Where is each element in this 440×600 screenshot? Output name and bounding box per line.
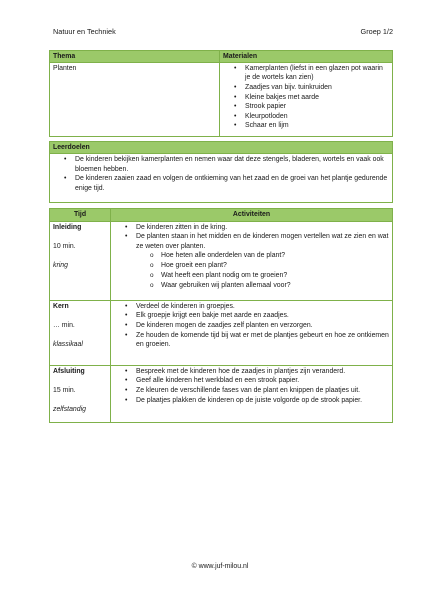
activity-item: • Ze kleuren de verschillende fases van de plant en knippen de plaatjes uit. (136, 386, 389, 395)
material-item: • Kamerplanten (liefst in een glazen pot waarin je de wortels kan zien) (245, 64, 389, 82)
material-item: • Kleurpotloden (245, 112, 389, 121)
goal-item: • De kinderen zaaien zaad en volgen de ontkieming van het zaad en de groei van het plantje gedurende enige tijd. (75, 174, 389, 192)
activity-item: • De kinderen zitten in de kring. (136, 223, 389, 232)
materials-list (223, 64, 389, 130)
goals-cell (50, 154, 393, 203)
phase-name: Inleiding (53, 223, 82, 231)
activity-cell (111, 300, 393, 365)
phase-row-inleiding (50, 221, 393, 300)
theme-value: Planten (50, 63, 220, 137)
time-header: Tijd (50, 209, 111, 221)
activity-cell (111, 221, 393, 300)
goal-item: • De kinderen bekijken kamerplanten en nemen waar dat deze stengels, bladeren, wortels en vaak ook bloemen hebben. (75, 155, 389, 173)
activity-cell (111, 365, 393, 422)
phase-cell (50, 221, 111, 300)
subject-title: Natuur en Techniek (53, 27, 116, 36)
theme-header: Thema (50, 51, 220, 63)
materials-header: Materialen (220, 51, 393, 63)
activity-item (136, 232, 389, 289)
question-item: o Waar gebruiken wij planten allemaal voor? (161, 281, 389, 290)
goals-table (49, 141, 393, 203)
group-label: Groep 1/2 (360, 27, 393, 36)
phase-cell (50, 365, 111, 422)
activity-item: • Geef alle kinderen het werkblad en een strook papier. (136, 376, 389, 385)
activity-list (114, 223, 389, 290)
material-item: • Schaar en lijm (245, 121, 389, 130)
material-item: • Zaadjes van bijv. tuinkruiden (245, 83, 389, 92)
phase-time: 10 min. (53, 242, 76, 250)
materials-cell (220, 63, 393, 137)
goals-header: Leerdoelen (50, 142, 393, 154)
phase-time: 15 min. (53, 386, 76, 394)
phase-name: Kern (53, 302, 69, 310)
lesson-plan (49, 50, 393, 423)
activity-item: • Ze houden de komende tijd bij wat er met de plantjes gebeurt en hoe ze ontkiemen en groeien. (136, 331, 389, 349)
phase-name: Afsluiting (53, 367, 85, 375)
material-item: • Strook papier (245, 102, 389, 111)
question-item: o Hoe groeit een plant? (161, 261, 389, 270)
phase-time: … min. (53, 321, 75, 329)
material-item: • Kleine bakjes met aarde (245, 93, 389, 102)
activity-text: De planten staan in het midden en de kinderen mogen vertellen wat ze zien en wat ze weten over planten. (136, 233, 389, 250)
activity-item: • De plaatjes plakken de kinderen op de juiste volgorde op de strook papier. (136, 396, 389, 405)
activity-list (114, 367, 389, 406)
question-item: o Hoe heten alle onderdelen van de plant? (161, 251, 389, 260)
activities-header: Activiteiten (111, 209, 393, 221)
activity-list (114, 302, 389, 350)
activity-item: • Bespreek met de kinderen hoe de zaadjes in plantjes zijn veranderd. (136, 367, 389, 376)
question-item: o Wat heeft een plant nodig om te groeien? (161, 271, 389, 280)
phase-row-kern (50, 300, 393, 365)
phase-row-afsluiting (50, 365, 393, 422)
goals-list (53, 155, 389, 192)
question-list (136, 251, 389, 290)
copyright-footer: © www.juf-milou.nl (191, 563, 249, 570)
phase-form: zelfstandig (53, 406, 86, 414)
theme-materials-table (49, 50, 393, 137)
phase-form: kring (53, 262, 68, 270)
activities-table (49, 208, 393, 422)
phase-cell (50, 300, 111, 365)
activity-item: • De kinderen mogen de zaadjes zelf planten en verzorgen. (136, 321, 389, 330)
activity-item: • Verdeel de kinderen in groepjes. (136, 302, 389, 311)
phase-form: klassikaal (53, 341, 83, 349)
activity-item: • Elk groepje krijgt een bakje met aarde en zaadjes. (136, 311, 389, 320)
